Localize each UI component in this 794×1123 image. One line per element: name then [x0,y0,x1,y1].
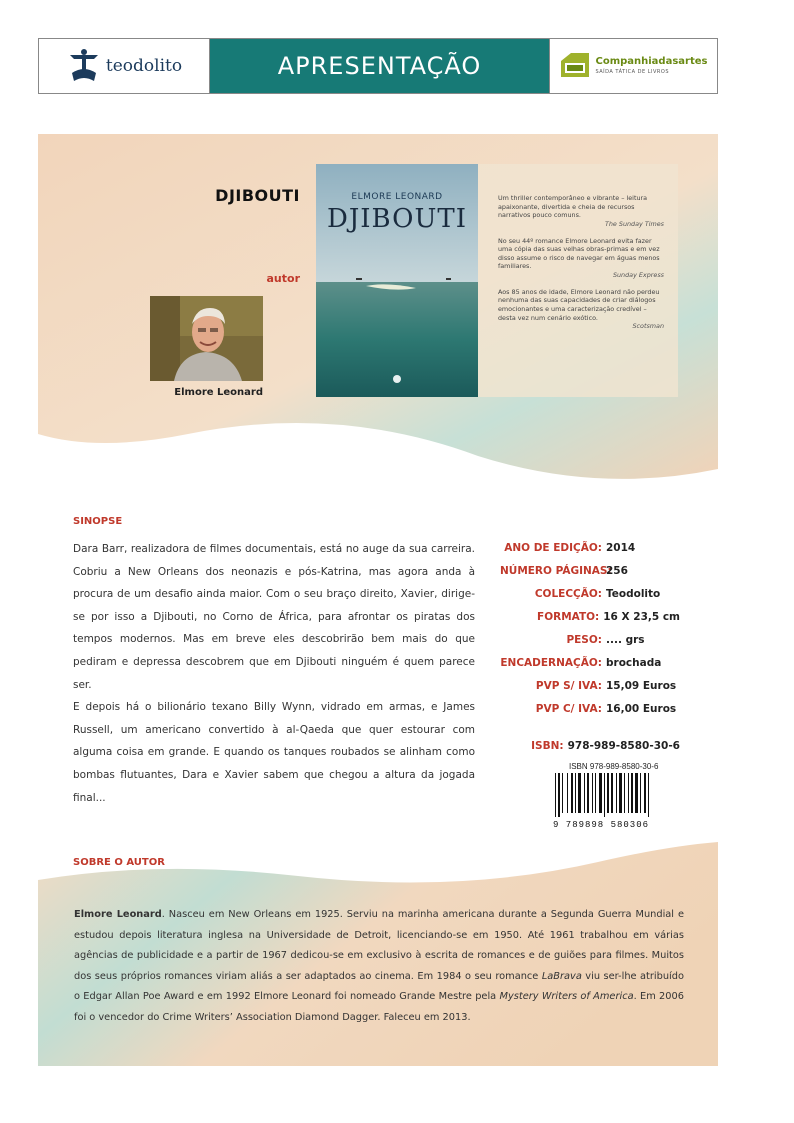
barcode-bar [611,773,613,813]
barcode-bar [604,773,605,817]
bio-book-title: LaBrava [541,970,582,982]
author-label: autor [266,272,300,285]
quote-text: Um thriller contemporâneo e vibrante – leitura apaixonante, divertida e cheia de recursos narrativos pouco comuns. [498,194,648,220]
detail-key: ANO DE EDIÇÃO: [504,541,602,554]
barcode-bar [555,773,556,817]
barcode-bars [553,773,675,817]
detail-key: FORMATO: [537,610,600,623]
detail-pvp-com-iva [500,697,680,720]
book-cover [316,164,478,397]
teodolito-emblem-icon [66,47,102,85]
teodolito-logo [39,39,210,93]
detail-value: 2014 [606,541,636,554]
barcode-digits: 9 789898 580306 [553,820,650,830]
barcode-bar [567,773,568,813]
author-name: Elmore Leonard [174,387,263,398]
book-presentation-panel [38,134,718,494]
barcode-bar [562,773,563,813]
detail-paginas [500,559,680,582]
quote-text: Aos 85 anos de idade, Elmore Leonard não perdeu nenhuma das suas capacidades de criar diálogos emocionantes e uma caracterização credível – desta vez num cenário exótico. [498,287,660,322]
barcode-bar [575,773,576,813]
barcode-bar [640,773,641,813]
bio-organization: Mystery Writers of America [499,991,634,1003]
barcode-bar [599,773,602,813]
page-title-bar [210,39,549,93]
barcode-isbn-text: ISBN 978-989-8580-30-6 [569,762,659,771]
barcode-bar [624,773,625,813]
companhia-logo-text: Companhiadasartes [595,56,708,67]
bio-text-part: viu ser-lhe atribuído o Edgar Allan Poe Award e em 1992 Elmore Leonard foi nomeado Grande Mestre pela [74,970,684,1003]
press-quote [498,288,664,331]
quote-source: Sunday Express [612,271,664,280]
barcode-bar [587,773,589,813]
detail-isbn [500,734,680,757]
about-author-heading: SOBRE O AUTOR [73,857,165,868]
book-title-heading: DJIBOUTI [215,186,300,205]
header-bar [38,38,718,94]
barcode-bar [592,773,593,813]
detail-peso [500,628,680,651]
detail-value: 15,09 Euros [606,679,677,692]
barcode-bar [607,773,609,813]
folder-logo-icon [559,51,591,81]
author-photo [150,296,263,381]
detail-value: 16,00 Euros [606,702,677,715]
bio-author-name: Elmore Leonard [74,909,162,920]
barcode-bar [631,773,633,813]
barcode-bar [558,773,560,817]
companhia-logo-subtext: SAÍDA TÁTICA DE LIVROS [595,69,670,75]
press-quotes [478,164,678,397]
barcode-bar [644,773,646,813]
sinopse-heading: SINOPSE [73,516,123,527]
sinopse-text [73,538,475,809]
detail-value: .... grs [606,633,645,646]
page-title: APRESENTAÇÃO [277,52,482,80]
detail-key: ENCADERNAÇÃO: [500,656,602,669]
detail-value: brochada [606,656,662,669]
bio-text-part: . Em 2006 foi o vencedor do Crime Writers’ Association Diamond Dagger. Faleceu em 2013. [74,991,684,1023]
barcode [553,762,675,830]
barcode-bar [571,773,573,813]
bio-text-part: . Nasceu em New Orleans em 1925. Serviu na marinha americana durante a Segunda Guerra Mundial e estudou depois literatura inglesa na Universidade de Detroit, licenciando-se em 1950. Até 1961 trabalhou em várias agências de publicidade e a partir de 1967 dedicou-se em exclusivo à escrita de romances e de guiões para filmes. Muitos dos seus próprios romances viriam aliás a ser adaptados ao cinema. Em 1984 o seu romance [74,909,684,982]
about-author-panel [38,832,718,1066]
detail-key: PESO: [566,633,602,646]
barcode-bar [584,773,585,813]
teodolito-logo-text: teodolito [105,56,183,76]
quote-text: No seu 44º romance Elmore Leonard evita fazer uma cópia das suas velhas obras-primas e em vez disso assume o risco de navegar em águas menos familiares. [498,236,660,271]
detail-value: Teodolito [606,587,661,600]
author-bio [74,905,684,1029]
detail-key: PVP S/ IVA: [535,679,602,692]
barcode-bar [578,773,581,813]
detail-coleccao [500,582,680,605]
cover-title-text: DJIBOUTI [327,204,467,234]
detail-key: PVP C/ IVA: [535,702,602,715]
book-details [500,536,680,757]
detail-ano [500,536,680,559]
barcode-bar [635,773,638,813]
quote-source: Scotsman [632,322,664,331]
press-quote [498,237,664,280]
detail-key: ISBN: [531,739,564,752]
sinopse-paragraph: E depois há o bilionário texano Billy Wynn, vidrado em armas, e James Russell, um americano convertido à al-Qaeda que quer estourar com alguma coisa em grande. E quando os tanques roubados se alinham como bombas flutuantes, Dara e Xavier sabem que chegou a altura da jogada final... [73,701,475,804]
barcode-bar [595,773,596,813]
barcode-bar [648,773,649,817]
barcode-bar [619,773,622,813]
detail-value: 16 X 23,5 cm [603,610,680,623]
companhia-das-artes-logo [549,39,717,93]
author-portrait-image [150,296,263,381]
barcode-bar [616,773,617,813]
barcode-bar [628,773,629,813]
quote-source: The Sunday Times [604,219,664,228]
detail-pvp-sem-iva [500,674,680,697]
detail-formato [500,605,680,628]
press-quote [498,194,664,229]
detail-value: 256 [606,564,628,577]
cover-author-text: ELMORE LEONARD [351,192,443,202]
detail-value: 978-989-8580-30-6 [567,739,680,752]
detail-encadernacao [500,651,680,674]
detail-key: COLECÇÃO: [534,587,602,600]
detail-key: NÚMERO PÁGINAS: [500,564,612,577]
sinopse-paragraph: Dara Barr, realizadora de filmes documentais, está no auge da sua carreira. Cobriu a New Orleans dos neonazis e pós-Katrina, mas agora anda à procura de um desafio ainda maior. Com o seu braço direito, Xavier, dirige-se por isso a Djibouti, no Corno de África, para afrontar os piratas dos tempos modernos. Mas em breve eles descobrirão bem mais do que pediram e depressa descobrem que em Djibouti ninguém é quem parece ser. [73,543,475,691]
